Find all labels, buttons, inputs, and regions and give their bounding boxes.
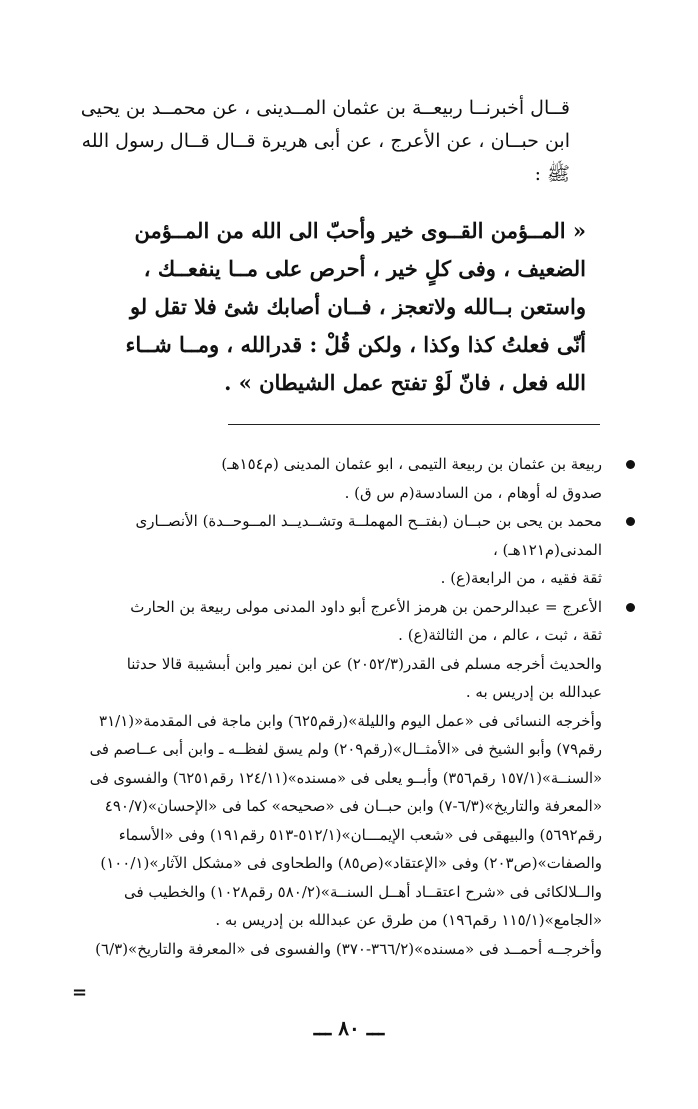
hadith-line: أنّى فعلتُ كذا وكذا ، ولكن قُلْ : قدرالله ، ومــا شــاء	[125, 332, 586, 357]
hadith-line: « المــؤمن القــوى خير وأحبّ الى الله من المــؤمن	[134, 218, 586, 243]
hadith-text	[96, 212, 586, 402]
bullet-icon	[626, 517, 635, 526]
hadith-line: واستعن بــالله ولاتعجز ، فــان أصابك شئ فلا تقل لو	[129, 294, 586, 319]
isnad-chain	[70, 92, 570, 191]
isnad-line: قــال أخبرنــا ربيعــة بن عثمان المــدينى ، عن محمــد بن يحيى	[80, 97, 570, 119]
note-line: الأعرج = عبدالرحمن بن هرمز الأعرج أبو داود المدنى مولى ربيعة بن الحارث	[130, 597, 602, 616]
isnad-line: ابن حبــان ، عن الأعرج ، عن أبى هريرة قــال قــال رسول الله	[81, 130, 570, 152]
source-line: وأخرجه النسائى فى «عمل اليوم والليلة»(رقم٦٢٥) وابن ماجة فى المقدمة«(٣١/١	[99, 711, 602, 730]
hadith-line: الضعيف ، وفى كلٍ خير ، أحرص على مــا ينفعــك ،	[143, 256, 586, 281]
footnotes	[90, 450, 602, 963]
source-line: «المعرفة والتاريخ»(٦/٣-٧) وابن حبــان فى «صحيحه» كما فى «الإحسان»(٤٩٠/٧	[104, 797, 602, 815]
note-line: ربيعة بن عثمان بن ربيعة التيمى ، ابو عثمان المدينى (م١٥٤هـ)	[221, 455, 602, 473]
note-line: المدنى(م١٢١هـ) ،	[492, 540, 602, 559]
bullet-icon	[626, 460, 635, 469]
continuation-mark: =	[72, 982, 88, 1003]
note-line: محمد بن يحى بن حبــان (بفتــح المهملــة وتشــديــد المــوحــدة) الأنصــارى	[135, 512, 602, 530]
bullet-icon	[626, 603, 635, 612]
source-line: والصفات»(ص٢٠٣) وفى «الإعتقاد»(ص٨٥) والطحاوى فى «مشكل الآثار»(١٠٠/١)	[100, 854, 602, 872]
source-line: وأخرجــه أحمــد فى «مسنده»(٣٦٦/٢-٣٧٠) والفسوى فى «المعرفة والتاريخ»(٦/٣)	[95, 939, 602, 958]
narrator-note	[90, 507, 602, 593]
page-number: ـــ ٨٠ ـــ	[313, 1016, 385, 1040]
narrator-note	[90, 593, 602, 650]
note-line: صدوق له أوهام ، من السادسة(م س ق) .	[344, 483, 602, 502]
narrator-note	[90, 450, 602, 507]
footnote-divider	[228, 424, 600, 425]
hadith-line: الله فعل ، فانّ لَوْ تفتح عمل الشيطان » .	[224, 370, 586, 395]
takhrij-paragraph	[90, 707, 602, 935]
source-line: «الجامع»(١١٥/١ رقم١٩٦) من طرق عن عبدالله بن إدريس به .	[215, 911, 602, 929]
source-line: والــلالكائى فى «شرح اعتقــاد أهــل السنــة»(٥٨٠/٢ رقم١٠٢٨) والخطيب فى	[123, 882, 602, 901]
isnad-line: ﷺ :	[534, 163, 570, 185]
source-line: رقم٧٩) وأبو الشيخ فى «الأمثــال»(رقم٢٠٩) ولم يسق لفظــه ـ وابن أبى عــاصم فى	[89, 740, 602, 758]
source-line: رقم٥٦٩٢) والبيهقى فى «شعب الإيمـــان»(٥١٢/١-٥١٣ رقم١٩١) وفى «الأسماء	[118, 825, 602, 844]
takhrij-paragraph	[90, 650, 602, 707]
source-line: والحديث أخرجه مسلم فى القدر(٢٠٥٢/٣) عن ابن نمير وابن أبىشيبة قالا حدثنا	[126, 654, 602, 673]
note-line: ثقة ، ثبت ، عالم ، من الثالثة(ع) .	[398, 626, 602, 644]
source-line: عبدالله بن إدريس به .	[465, 683, 602, 701]
note-line: ثقة فقيه ، من الرابعة(ع) .	[440, 569, 602, 587]
takhrij-paragraph	[90, 935, 602, 964]
source-line: «السنــة»(١٥٧/١ رقم٣٥٦) وأبــو يعلى فى «مسنده»(١٢٤/١١ رقم٦٢٥١) والفسوى فى	[89, 768, 602, 787]
